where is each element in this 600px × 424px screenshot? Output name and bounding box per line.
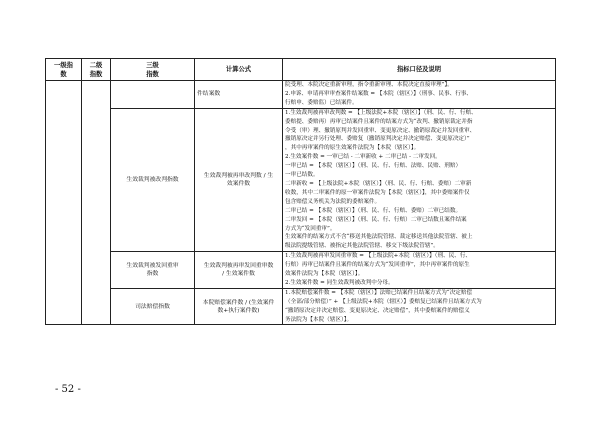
table-header-row: [46, 59, 556, 81]
indicator-table: [45, 58, 556, 325]
level3-cell: 生效裁判被发回重审 指数: [111, 252, 195, 289]
header-level1: 一级指 数: [46, 59, 82, 81]
header-level2: 二级 指数: [82, 59, 111, 81]
formula-cell: 生效裁判被再审发回重审数 / 生效案件数: [195, 252, 283, 289]
header-level3: 三级 指数: [111, 59, 195, 81]
header-description: 指标口径及说明: [283, 59, 556, 81]
table-row: [46, 108, 556, 252]
level1-cell: [46, 81, 82, 325]
description-cell: 院受理、本院决定重新审理，指令重新审理、本院决定直接审理”】。 2.申诉、申请再审审查案件结案数 = 【本院（辖区）】（刑事、民事、行事、 行赔申、委赔监）已结案件。: [283, 81, 556, 109]
level3-cell: 司法赔偿指数: [111, 288, 195, 325]
description-cell: 1.生效裁判被再审改判数 = 【上级法院+本院（辖区）】（刑、民、行、行赔、 委赔提、委赔再）再审已结案件且案件的结案方式为“改判、撤销原裁定并指 令受（审）理、撤销原判并发回重审、变更原决定、撤销原裁定并发回重审、 撤销原决定并另行处理、委赔复（撤销原判决定并决定赔偿、变更原决定）” ，其中再审案件的原生效案件法院为【本院（辖区）】。 2.生效案件数 = 一审已结 - 二审新收 + 二审已结 - 二审发回。 一审已结 = 【本院（辖区）】（刑、民、行、行赔、法赔、民赔、刑赔） 一审已结数。 二审新收 = 【上级法院+本院（辖区）】（刑、民、行、行赔、委赔）二审新 收数，其中二审案件的原一审案件法院为【本院（辖区）】，其中委赔案件仅 包含赔偿义务机关为法院的委赔案件。 二审已结 = 【本院（辖区）】（刑、民、行、行赔、委赔）二审已结数。 二审发回 = 【本院（辖区）】（刑、民、行、行赔）二审已结数且案件结案 方式为“发回重审”。 生效案件的结案方式不含“移送其他法院管辖、裁定移送其他法院管辖、被上 级法院提级管辖、被指定其他法院管辖、移交下级法院管辖”。: [283, 108, 556, 252]
formula-cell: 生效裁判被再审改判数 / 生 效案件数: [195, 108, 283, 252]
description-cell: 1.生效裁判被再审发回重审数 = 【上级法院+本院（辖区）】（刑、民、行、 行赔）再审已结案件且案件的结案方式为“发回重审”，其中再审案件的原生 效案件法院为【本院（辖区）】。 2.生效案件数 = 同生效裁判被改判中分母。: [283, 252, 556, 289]
table-row: [46, 252, 556, 289]
table-row: [46, 288, 556, 325]
page-number: - 52 -: [55, 384, 81, 395]
formula-cell: 件结案数: [195, 81, 283, 109]
formula-cell: 本院赔偿案件数 / (生效案件 数+执行案件数): [195, 288, 283, 325]
level3-cell: [111, 81, 195, 109]
description-cell: 1.本院赔偿案件数 = 【本院（辖区）】法赔已结案件且结案方式为“决定赔偿 （全部/部分赔偿）” + 【上级法院+本院（辖区）】委赔复已结案件且结案方式为 “撤销原决定并决定赔偿、变更原决定、决定赔偿”，其中委赔案件的赔偿义 务法院为【本院（辖区）】。: [283, 288, 556, 325]
level3-cell: 生效裁判被改判指数: [111, 108, 195, 252]
table-row: [46, 81, 556, 109]
header-formula: 计算公式: [195, 59, 283, 81]
level2-cell: [82, 81, 111, 325]
